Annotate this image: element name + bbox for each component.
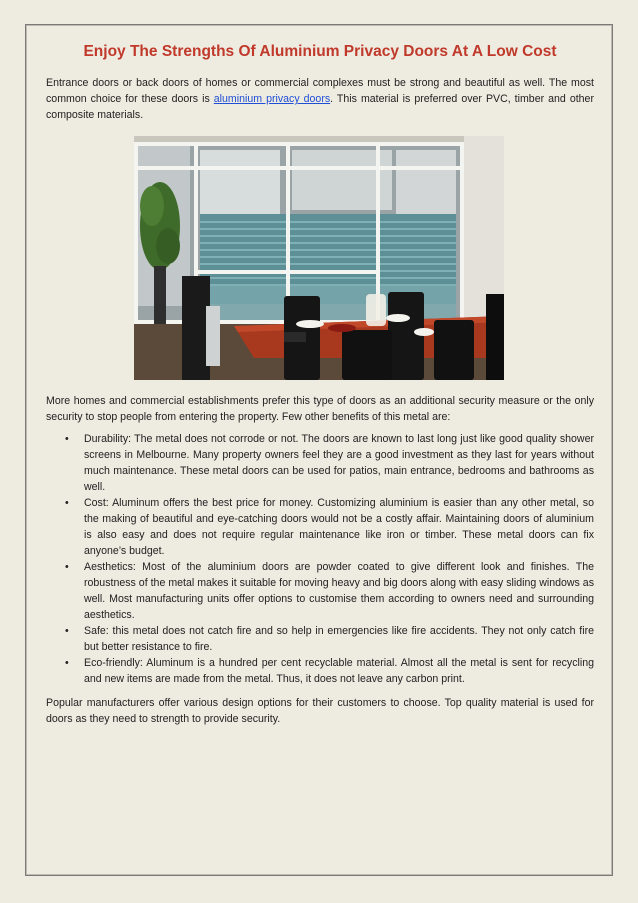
bullet-icon: • bbox=[65, 433, 69, 445]
benefit-durability bbox=[46, 431, 594, 495]
intro-text-end: . This material is preferred over PVC, timber and other composite materials. bbox=[46, 93, 594, 121]
bullet-icon: • bbox=[65, 657, 69, 669]
list-item-text: Cost: Aluminum offers the best price for money. Customizing aluminium is easier than any other metal, so the making of beautiful and eye-catching doors would not be a costly affair. Maintaining doors of aluminium is also easy and does not require regular maintenance like iron or timber. These metal doors can fix anyone’s budget. bbox=[84, 497, 594, 557]
aluminium-privacy-doors-link[interactable]: aluminium privacy doors bbox=[213, 93, 331, 105]
intro-paragraph bbox=[46, 75, 594, 123]
bullet-icon: • bbox=[65, 497, 69, 509]
bullet-icon: • bbox=[65, 561, 69, 573]
document-body bbox=[46, 42, 594, 727]
list-item-text: Durability: The metal does not corrode or not. The doors are known to last long just like good quality shower screens in Melbourne. Many property owners feel they are a good investment as they last for years without much maintenance. These metal doors can be used for patios, main entrance, bedrooms and bathrooms as well. bbox=[84, 433, 594, 493]
list-item-text: Eco-friendly: Aluminum is a hundred per cent recyclable material. Almost all the metal is sent for recycling and new items are made from the metal. Thus, it does not leave any carbon print. bbox=[84, 657, 594, 685]
dining-room-photo bbox=[134, 136, 504, 380]
benefit-eco-friendly bbox=[46, 655, 594, 687]
benefit-aesthetics bbox=[46, 559, 594, 623]
bullet-icon: • bbox=[65, 625, 69, 637]
list-item-text: Safe: this metal does not catch fire and so help in emergencies like fire accidents. They not only catch fire but better resistance to fire. bbox=[84, 625, 594, 653]
benefits-list bbox=[46, 431, 594, 687]
benefits-intro-paragraph: More homes and commercial establishments prefer this type of doors as an additional security measure or the only security to stop people from entering the property. Few other benefits of this metal are: bbox=[46, 395, 594, 423]
intro-text-start: Entrance doors or back doors of homes or commercial complexes must be strong and beautiful as well. The most common choice for these doors is bbox=[46, 77, 594, 105]
closing-paragraph: Popular manufacturers offer various design options for their customers to choose. Top quality material is used for doors as they need to strength to provide security. bbox=[46, 697, 594, 725]
benefit-cost bbox=[46, 495, 594, 559]
list-item-text: Aesthetics: Most of the aluminium doors are powder coated to give different look and finishes. The robustness of the metal makes it suitable for moving heavy and big doors along with easy sliding windows as well. Most manufacturing units offer options to customise them according to owners need and surrounding aesthetics. bbox=[84, 561, 594, 621]
benefit-safe bbox=[46, 623, 594, 655]
page-title: Enjoy The Strengths Of Aluminium Privacy Doors At A Low Cost bbox=[83, 43, 557, 60]
